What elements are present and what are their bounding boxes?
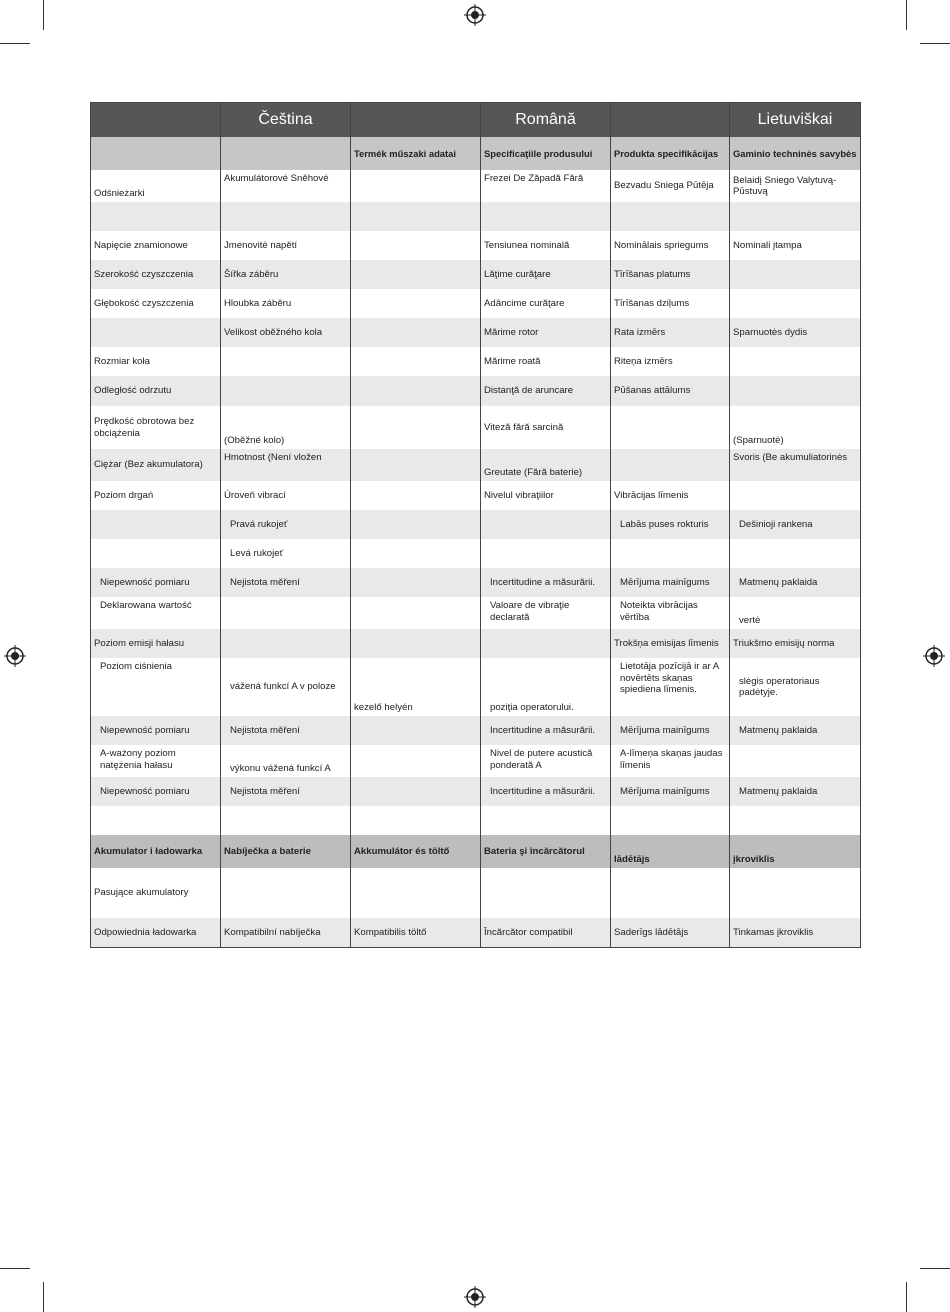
- table-cell: [730, 376, 861, 406]
- table-row: [91, 745, 861, 777]
- table-cell: Akumulator i ładowarka: [91, 835, 221, 868]
- table-cell: A-ważony poziom natężenia hałasu: [91, 745, 221, 777]
- table-cell: Kompatibilis töltő: [351, 918, 481, 948]
- table-cell: [730, 539, 861, 568]
- table-row: [91, 481, 861, 510]
- subheader-cell: [91, 137, 221, 170]
- table-cell: [221, 806, 351, 835]
- registration-mark-icon: [4, 645, 26, 667]
- crop-mark: [43, 0, 44, 30]
- table-cell: Odpowiednia ładowarka: [91, 918, 221, 948]
- table-cell: [351, 231, 481, 260]
- table-cell: Tīrīšanas platums: [611, 260, 730, 289]
- table-cell: poziţia operatorului.: [481, 658, 611, 716]
- table-cell: [481, 202, 611, 231]
- table-cell: Riteņa izmērs: [611, 347, 730, 376]
- table-row: [91, 406, 861, 449]
- table-cell: Triukšmo emisijų norma: [730, 629, 861, 658]
- table-cell: slėgis operatoriaus padėtyje.: [730, 658, 861, 716]
- table-row: [91, 868, 861, 918]
- table-cell: [611, 539, 730, 568]
- table-cell: [351, 481, 481, 510]
- table-row: [91, 658, 861, 716]
- table-cell: Bezvadu Sniega Pūtēja: [611, 170, 730, 202]
- table-cell: Hloubka záběru: [221, 289, 351, 318]
- table-cell: Nejistota měření: [221, 777, 351, 806]
- table-row: [91, 777, 861, 806]
- table-cell: Frezei De Zăpadă Fără: [481, 170, 611, 202]
- table-cell: Trokšņa emisijas līmenis: [611, 629, 730, 658]
- table-cell: Poziom drgań: [91, 481, 221, 510]
- table-row: [91, 318, 861, 347]
- table-cell: [221, 376, 351, 406]
- table-cell: [221, 597, 351, 629]
- table-cell: Szerokość czyszczenia: [91, 260, 221, 289]
- table-cell: [351, 170, 481, 202]
- table-cell: Napięcie znamionowe: [91, 231, 221, 260]
- table-cell: [730, 868, 861, 918]
- table-cell: [730, 289, 861, 318]
- subheader-cell: Produkta specifikācijas: [611, 137, 730, 170]
- table-cell: [91, 539, 221, 568]
- table-cell: įkroviklis: [730, 835, 861, 868]
- table-cell: [91, 318, 221, 347]
- table-cell: [351, 745, 481, 777]
- table-cell: [611, 806, 730, 835]
- table-cell: Nabíječka a baterie: [221, 835, 351, 868]
- table-cell: [221, 347, 351, 376]
- table-cell: [351, 629, 481, 658]
- table-cell: Nejistota měření: [221, 716, 351, 745]
- table-cell: Akkumulátor és töltő: [351, 835, 481, 868]
- table-cell: Nivelul vibraţiilor: [481, 481, 611, 510]
- table-cell: Distanţă de aruncare: [481, 376, 611, 406]
- table-cell: [351, 510, 481, 539]
- table-cell: [351, 716, 481, 745]
- table-cell: [611, 202, 730, 231]
- table-row: [91, 716, 861, 745]
- table-cell: Vibrācijas līmenis: [611, 481, 730, 510]
- table-cell: Úroveň vibrací: [221, 481, 351, 510]
- table-row: [91, 170, 861, 202]
- table-cell: Poziom emisji hałasu: [91, 629, 221, 658]
- subheader-cell: Specificaţiile produsului: [481, 137, 611, 170]
- table-cell: Lăţime curăţare: [481, 260, 611, 289]
- language-header-row: [91, 103, 861, 138]
- table-cell: Kompatibilní nabíječka: [221, 918, 351, 948]
- table-cell: [221, 629, 351, 658]
- table-cell: [351, 539, 481, 568]
- table-cell: Încărcător compatibil: [481, 918, 611, 948]
- table-cell: Incertitudine a măsurării.: [481, 777, 611, 806]
- table-cell: [351, 597, 481, 629]
- table-cell: Deklarowana wartość: [91, 597, 221, 629]
- table-cell: Dešinioji rankena: [730, 510, 861, 539]
- table-cell: Matmenų paklaida: [730, 716, 861, 745]
- table-cell: Mărime roată: [481, 347, 611, 376]
- table-cell: [730, 260, 861, 289]
- table-cell: [730, 806, 861, 835]
- table-cell: Matmenų paklaida: [730, 777, 861, 806]
- table-cell: Valoare de vibraţie declarată: [481, 597, 611, 629]
- table-cell: [481, 806, 611, 835]
- table-cell: Incertitudine a măsurării.: [481, 568, 611, 597]
- table-cell: Tīrīšanas dziļums: [611, 289, 730, 318]
- lang-czech: Čeština: [221, 103, 351, 138]
- table-cell: Poziom ciśnienia: [91, 658, 221, 716]
- table-cell: kezelő helyén: [351, 658, 481, 716]
- lang-romanian: Română: [481, 103, 611, 138]
- crop-mark: [0, 43, 30, 44]
- table-cell: Lietotāja pozīcijā ir ar A novērtēts skaņas spiediena līmenis.: [611, 658, 730, 716]
- table-cell: vertė: [730, 597, 861, 629]
- table-cell: [611, 449, 730, 481]
- table-cell: A-līmeņa skaņas jaudas līmenis: [611, 745, 730, 777]
- table-cell: Pasujące akumulatory: [91, 868, 221, 918]
- table-row: [91, 449, 861, 481]
- table-cell: [351, 318, 481, 347]
- table-cell: Velikost oběžného kola: [221, 318, 351, 347]
- table-cell: Tinkamas įkroviklis: [730, 918, 861, 948]
- table-cell: Ciężar (Bez akumulatora): [91, 449, 221, 481]
- table-cell: [611, 868, 730, 918]
- subheader-row: [91, 137, 861, 170]
- table-cell: Nominālais spriegums: [611, 231, 730, 260]
- table-cell: Levá rukojeť: [221, 539, 351, 568]
- table-cell: [221, 202, 351, 231]
- table-cell: [351, 260, 481, 289]
- crop-mark: [43, 1282, 44, 1312]
- table-cell: [481, 539, 611, 568]
- table-cell: [481, 510, 611, 539]
- subheader-cell: Gaminio techninės savybės: [730, 137, 861, 170]
- table-cell: [221, 868, 351, 918]
- table-cell: Rata izmērs: [611, 318, 730, 347]
- table-row: [91, 806, 861, 835]
- table-cell: Greutate (Fără baterie): [481, 449, 611, 481]
- table-cell: Belaidį Sniego Valytuvą-Pūstuvą: [730, 170, 861, 202]
- section-header-row: [91, 835, 861, 868]
- table-cell: Odległość odrzutu: [91, 376, 221, 406]
- table-cell: Viteză fără sarcină: [481, 406, 611, 449]
- table-cell: [351, 347, 481, 376]
- table-row: [91, 510, 861, 539]
- lang-lithuanian: Lietuviškai: [730, 103, 861, 138]
- table-cell: (Sparnuotė): [730, 406, 861, 449]
- table-cell: Mērījuma mainīgums: [611, 568, 730, 597]
- table-cell: [351, 406, 481, 449]
- table-cell: Bateria şi încărcătorul: [481, 835, 611, 868]
- table-row: [91, 539, 861, 568]
- table-cell: [611, 406, 730, 449]
- table-cell: lādētājs: [611, 835, 730, 868]
- table-cell: [481, 868, 611, 918]
- table-cell: [351, 806, 481, 835]
- table-cell: Niepewność pomiaru: [91, 716, 221, 745]
- crop-mark: [920, 1268, 950, 1269]
- table-cell: Saderīgs lādētājs: [611, 918, 730, 948]
- table-cell: [730, 481, 861, 510]
- crop-mark: [906, 1282, 907, 1312]
- table-cell: [730, 202, 861, 231]
- table-cell: Prędkość obrotowa bez obciążenia: [91, 406, 221, 449]
- crop-mark: [0, 1268, 30, 1269]
- table-cell: [351, 289, 481, 318]
- table-cell: [91, 806, 221, 835]
- crop-mark: [920, 43, 950, 44]
- table-cell: Noteikta vibrācijas vērtība: [611, 597, 730, 629]
- registration-mark-icon: [923, 645, 945, 667]
- table-cell: Głębokość czyszczenia: [91, 289, 221, 318]
- table-cell: Niepewność pomiaru: [91, 568, 221, 597]
- table-cell: Hmotnost (Není vložen: [221, 449, 351, 481]
- table-row: [91, 347, 861, 376]
- table-row: [91, 568, 861, 597]
- table-cell: [351, 449, 481, 481]
- table-cell: Mērījuma mainīgums: [611, 777, 730, 806]
- table-cell: Jmenovité napětí: [221, 231, 351, 260]
- registration-mark-icon: [464, 4, 486, 26]
- spec-table: [90, 102, 861, 948]
- table-cell: [730, 347, 861, 376]
- table-cell: Nominali įtampa: [730, 231, 861, 260]
- table-cell: Pravá rukojeť: [221, 510, 351, 539]
- table-row: [91, 629, 861, 658]
- table-row: [91, 918, 861, 948]
- table-cell: Tensiunea nominală: [481, 231, 611, 260]
- crop-mark: [906, 0, 907, 30]
- table-cell: [351, 202, 481, 231]
- table-row: [91, 231, 861, 260]
- table-cell: Rozmiar koła: [91, 347, 221, 376]
- table-cell: Niepewność pomiaru: [91, 777, 221, 806]
- table-cell: Šířka záběru: [221, 260, 351, 289]
- table-row: [91, 597, 861, 629]
- table-cell: [481, 629, 611, 658]
- table-cell: [351, 777, 481, 806]
- table-cell: (Oběžné kolo): [221, 406, 351, 449]
- table-cell: Nivel de putere acustică ponderată A: [481, 745, 611, 777]
- table-cell: Adâncime curăţare: [481, 289, 611, 318]
- table-cell: Pūšanas attālums: [611, 376, 730, 406]
- registration-mark-icon: [464, 1286, 486, 1308]
- table-cell: [351, 568, 481, 597]
- table-cell: Akumulátorové Sněhové: [221, 170, 351, 202]
- table-cell: Nejistota měření: [221, 568, 351, 597]
- table-cell: Svoris (Be akumuliatorinės: [730, 449, 861, 481]
- table-cell: Sparnuotės dydis: [730, 318, 861, 347]
- table-cell: [351, 376, 481, 406]
- subheader-cell: Termék műszaki adatai: [351, 137, 481, 170]
- table-cell: Incertitudine a măsurării.: [481, 716, 611, 745]
- table-cell: [730, 745, 861, 777]
- table-row: [91, 202, 861, 231]
- table-row: [91, 289, 861, 318]
- table-row: [91, 260, 861, 289]
- table-cell: výkonu vážená funkcí A: [221, 745, 351, 777]
- table-row: [91, 376, 861, 406]
- table-cell: Mērījuma mainīgums: [611, 716, 730, 745]
- table-cell: vážená funkcí A v poloze: [221, 658, 351, 716]
- subheader-cell: [221, 137, 351, 170]
- table-cell: [91, 510, 221, 539]
- table-cell: [351, 868, 481, 918]
- table-cell: Mărime rotor: [481, 318, 611, 347]
- table-cell: Odśnieżarki: [91, 170, 221, 202]
- table-cell: [91, 202, 221, 231]
- table-cell: Labās puses rokturis: [611, 510, 730, 539]
- table-cell: Matmenų paklaida: [730, 568, 861, 597]
